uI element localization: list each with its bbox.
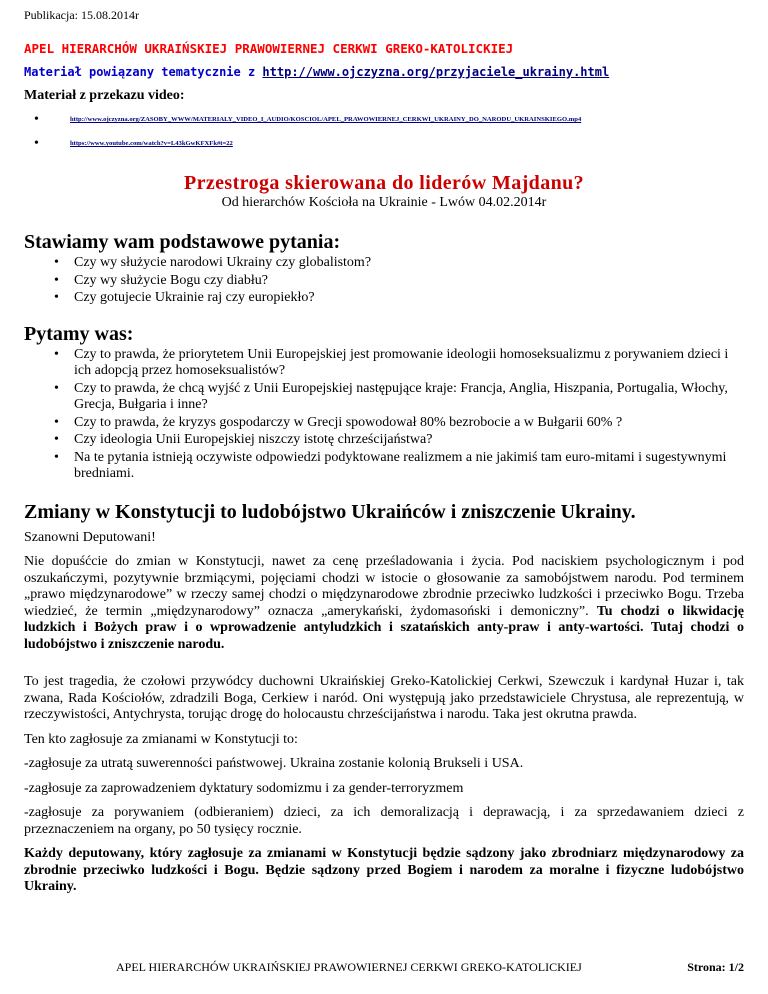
appeal-title: APEL HIERARCHÓW UKRAIŃSKIEJ PRAWOWIERNEJ CERKWI GREKO-KATOLICKIEJ [24, 41, 514, 56]
list-item-text: Na te pytania istnieją oczywiste odpowiedzi podyktowane realizmem a nie jakimiś tam euro-mitami i sugestywnymi bredniami. [74, 449, 727, 481]
list-item [24, 381, 744, 414]
we-ask-list [24, 347, 744, 483]
list-item [24, 415, 744, 432]
paragraph-3: Ten kto zagłosuje za zmianami w Konstytucji to: [24, 731, 298, 747]
list-item-text: Czy ideologia Unii Europejskiej niszczy istotę chrześcijaństwa? [74, 432, 433, 447]
related-material-prefix: Materiał powiązany tematycznie z [24, 65, 263, 79]
basic-questions-list [24, 255, 744, 307]
footer-title: APEL HIERARCHÓW UKRAIŃSKIEJ PRAWOWIERNEJ CERKWI GREKO-KATOLICKIEJ [116, 960, 582, 974]
list-item-text: Czy to prawda, że priorytetem Unii Europejskiej jest promowanie ideologii homoseksualizmu z porywaniem dzieci i ich adopcją przez homoseksualistów? [74, 346, 729, 378]
list-item [24, 255, 744, 272]
list-item-text: Czy to prawda, że chcą wyjść z Unii Europejskiej następujące kraje: Francja, Anglia, Hiszpania, Portugalia, Włochy, Grecja, Bułgaria i inne? [74, 380, 728, 412]
list-item [24, 347, 744, 380]
section-heading-we-ask: Pytamy was: [24, 322, 134, 345]
bullet-icon: • [54, 414, 59, 430]
list-item [24, 112, 744, 128]
bullet-icon: • [34, 112, 39, 127]
paragraph-5: -zagłosuje za zaprowadzeniem dyktatury sodomizmu i za gender-terroryzmem [24, 780, 464, 796]
paragraph-4: -zagłosuje za utratą suwerenności państwowej. Ukraina zostanie kolonią Brukseli i USA. [24, 756, 524, 771]
list-item-text: Czy wy służycie Bogu czy diabłu? [74, 272, 269, 288]
list-item [24, 432, 744, 449]
list-item [24, 290, 744, 307]
list-item-text: Czy to prawda, że kryzys gospodarczy w Grecji spowodował 80% bezrobocie a w Bułgarii 60% ? [74, 414, 623, 430]
video-link-youtube[interactable]: https://www.youtube.com/watch?v=L43kGwKFXFk#t=22 [70, 140, 233, 147]
paragraph-2: To jest tragedia, że czołowi przywódcy duchowni Ukraińskiej Greko-Katolickiej Cerkwi, Szewczuk i kardynał Huzar i, tak zwana, Rada Kościołów, zdradzili Boga, Cerkiew i naród. Oni występują jako przedstawiciele Chrystusa, ale reprezentują, w rzeczywistości, Antychrysta, torując drogę do holocaustu chrześcijaństwa i narodu. Taka jest okrutna prawda. [24, 674, 744, 722]
video-link-mp4[interactable]: http://www.ojczyzna.org/ZASOBY_WWW/MATERIALY_VIDEO_I_AUDIO/KOSCIOL/APEL_PRAWOWIERNEJ_CERKWI_UKRAINY_DO_NARODU_UKRAINSKIEGO.mp4 [70, 116, 582, 123]
paragraph-6: -zagłosuje za porywaniem (odbieraniem) dzieci, za ich demoralizacją i deprawacją, i za sprzedawaniem dzieci z przeznaczeniem na organy, po 50 tysięcy rocznie. [24, 805, 744, 837]
paragraph-1-text: Nie dopuśćcie do zmian w Konstytucji, nawet za cenę prześladowania i życia. Pod naciskiem psychologicznym i pod oszukańczymi, pozytywnie brzmiącymi, pojęciami chodzi w istocie o głosowanie za samobójstwem narodu. Pod terminem „prawo międzynarodowe” w rzeczy samej chodzi o międzynarodowe zbrodnie przeciwko ludzkości i przeciwko Bogu. Trzeba wiedzieć, że termin „międzynarodowy” oznacza „amerykański, żydomasoński i demoniczny”. [24, 554, 744, 619]
bullet-icon: • [54, 380, 59, 396]
list-item-text: Czy wy służycie narodowi Ukrainy czy globalistom? [74, 255, 372, 270]
related-material-line [24, 65, 744, 79]
warning-title: Przestroga skierowana do liderów Majdanu? [183, 172, 585, 194]
bullet-icon: • [54, 449, 59, 465]
bullet-icon: • [54, 290, 59, 305]
warning-subtitle: Od hierarchów Kościoła na Ukrainie - Lwów 04.02.2014r [221, 195, 547, 210]
bullet-icon: • [54, 272, 59, 288]
section-heading-constitution: Zmiany w Konstytucji to ludobójstwo Ukraińców i zniszczenie Ukrainy. [24, 500, 636, 523]
list-item [24, 136, 744, 152]
paragraph-7: Każdy deputowany, który zagłosuje za zmianami w Konstytucji będzie sądzony jako zbrodniarz międzynarodowy za zbrodnie przeciwko ludzkości i Bogu. Będzie sądzony przed Bogiem i narodem za moralne i fizyczne ludobójstwo Ukrainy. [24, 846, 744, 894]
bullet-icon: • [54, 432, 59, 447]
bullet-icon: • [34, 136, 39, 151]
page-footer [24, 960, 744, 976]
related-material-link[interactable]: http://www.ojczyzna.org/przyjaciele_ukrainy.html [262, 65, 610, 79]
list-item [24, 273, 744, 290]
list-item-text: Czy gotujecie Ukrainie raj czy europiekło? [74, 290, 315, 305]
list-item [24, 450, 744, 483]
paragraph-1 [24, 554, 744, 653]
paragraph-1-bold-text: Tu chodzi o likwidację ludzkich i Bożych praw i o wprowadzenie antyludzkich i szatańskich anty-praw i anty-wartości. Tutaj chodzi o ludobójstwo i zniszczenie narodu. [24, 603, 745, 652]
greeting: Szanowni Deputowani! [24, 529, 156, 545]
bullet-icon: • [54, 255, 59, 270]
publication-date: Publikacja: 15.08.2014r [24, 8, 139, 22]
footer-page-number: Strona: 1/2 [687, 960, 744, 974]
video-section-heading: Materiał z przekazu video: [24, 88, 185, 103]
section-heading-questions: Stawiamy wam podstawowe pytania: [24, 231, 341, 253]
bullet-icon: • [54, 346, 59, 362]
video-links-list [24, 112, 744, 152]
